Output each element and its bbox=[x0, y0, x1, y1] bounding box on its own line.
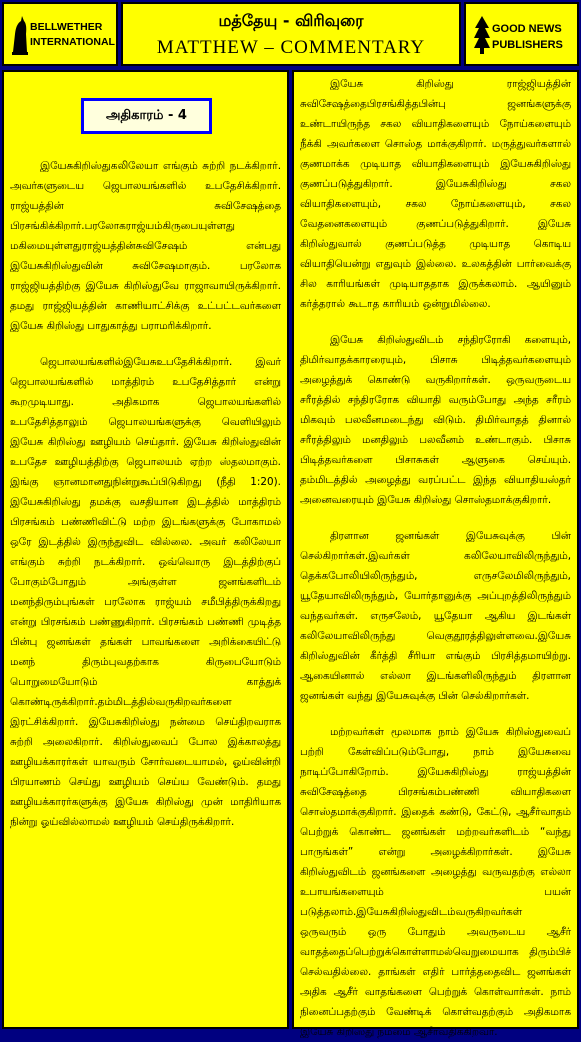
bellwether-logo-line2: INTERNATIONAL bbox=[30, 36, 115, 48]
title-tamil: மத்தேயு - விரிவுரை bbox=[218, 11, 364, 30]
title-english: MATTHEW – COMMENTARY bbox=[156, 37, 426, 58]
tree-logo-icon bbox=[472, 12, 492, 58]
left-paragraph-1: இயேசுகிறிஸ்துகலிலேயா எங்கும் சுற்றி நடக்கிறார். அவர்களுடைய ஜெபாலயங்களில் உபதேசிக்கிறார். ராஜ்யத்தின் சுவிசேஷத்தை பிரசங்கிக்கிறார்.பரலோகராஜ்யம்கிருபையுள்ளது மகிமையுள்ளதுராஜ்யத்தின்சுவிசேஷம் என்பது இயேசுகிறிஸ்துவின் சுவிசேஷமாகும். பரலோக ராஜ்ஜியத்திற்கு இயேசு கிறிஸ்துவே ராஜாவாயிருக்கிறார். தமது ராஜ்ஜியத்தின் காணியாட்சிக்கு உட்பட்டவர்களை இயேசு கிறிஸ்து பாதுகாத்து பராமரிக்கிறார். bbox=[10, 160, 281, 332]
good-news-logo-line1: GOOD NEWS bbox=[492, 23, 562, 35]
bellwether-logo bbox=[10, 12, 114, 58]
good-news-logo-line2: PUBLISHERS bbox=[492, 39, 563, 51]
right-paragraph-2: இயேசு கிறிஸ்துவிடம் சந்திரரோகி களையும், திமிர்வாதக்காரரையும், பிசாசு பிடித்தவர்களையும் அழைத்துக் கொண்டு வருகிறார்கள். ஒருவருடைய சரீரத்தில் சந்திரரோக வியாதி வரும்போது அந்த சரீரம் மிகவும் பலவீனமடைந்து விடும். திமிர்வாதத் தினால் சரீரத்திலும் மனதிலும் பலவீனம் உண்டாகும். பிசாசு பிடித்தவர்களை பிசாசுகள் ஆளுகை செய்யும். தம்மிடத்தில் அழைத்து வரப்பட்ட இந்த வியாதியஸ்தர் அனைவரையும் இயேசு கிறிஸ்து சொஸ்தமாக்குகிறார். bbox=[300, 334, 571, 506]
left-paragraph-2: ஜெபாலயங்களில்இயேசுஉபதேசிக்கிறார். இவர் ஜெபாலயங்களில் மாத்திரம் உபதேசித்தார் என்று கூறமுடியாது. அதிகமாக ஜெபாலயங்களில் உபதேசித்தாலும் ஜெபாலயங்களுக்கு வெளியிலும் இயேசு கிறிஸ்து ஊழியம் செய்தார். இயேசு கிறிஸ்துவின் உபதேச ஊழியத்திற்கு ஜெபாலயம் ஏற்ற ஸ்தலமாகும். இங்கு ஞானமானதுநின்றுகூப்பிடுகிறது (நீதி 1:20). இயேசுகிறிஸ்து தமக்கு வசதியான இடத்தில் மாத்திரம் பிரசங்கம் பண்ணிவிட்டு மற்ற இடங்களுக்கு போகாமல் ஒரே இடத்தில் இருந்துவிட வில்லை. அவர் கலிலேயா எங்கும் சுற்றி நடக்கிறார். ஒவ்வொரு இடத்திற்குப் போகும்போதும் அங்குள்ள ஜனங்களிடம் மனந்திரும்புங்கள் பரலோக ராஜ்யம் சமீபித்திருக்கிறது என்று பிரசங்கம் பண்ணுகிறார். பிரசங்கம் பண்ணி முடித்த பின்பு ஜனங்கள் தங்கள் பாவங்களை அறிக்கையிட்டு மனந் திரும்புவதற்காக கிருபையோடும் பொறுமையோடும் காத்துக் கொண்டிருக்கிறார்.தம்மிடத்தில்வருகிறவர்களை இரட்சிக்கிறார். இயேசுகிறிஸ்து நன்மை செய்திறவராக சுற்றி அலைகிறார். கிறிஸ்துவைப் போல இக்காலத்து ஊழியக்காரர்கள் யாவரும் சோர்வடையாமல், ஓய்வின்றி பிரயாணம் செய்து ஊழியம் செய்ய வேண்டும். தமது ஊழியக்காரர்களுக்கு இயேசு கிறிஸ்து முன் மாதிரியாக நின்று ஓய்வில்லாமல் ஊழியம் செய்திருக்கிறார். bbox=[10, 356, 281, 828]
right-paragraph-4: மற்றவர்கள் மூலமாக நாம் இயேசு கிறிஸ்துவைப் பற்றி கேள்விப்படும்போது, நாம் இயேசுவை நாடிப்போகிறோம். இயேசுகிறிஸ்து ராஜ்யத்தின் சுவிசேஷத்தை பிரசங்கம்பண்ணி வியாதிகளை சொஸ்தமாக்குகிறார். இதைக் கண்டு, கேட்டு, ஆசீர்வாதம் பெற்றுக் கொண்ட ஜனங்கள் மற்றவர்களிடம் “வந்து பாருங்கள்” என்று அழைக்கிறார்கள். இயேசு கிறிஸ்துவிடம் ஜனங்களை அழைத்து வருவதற்கு எல்லா உபாயங்களையும் பயன் படுத்தலாம்.இயேசுகிறிஸ்துவிடம்வருகிறவர்கள் ஒருவரும் ஒரு போதும் அவருடைய ஆசீர் வாதத்தைப்பெற்றுக்கொள்ளாமல்வெறுமையாக திரும்பிச் செல்வதில்லை. தாங்கள் எதிர் பார்த்ததைவிட ஜனங்கள் அதிக ஆசீர் வாதங்களை பெற்றுக் கொள்வார்கள். நாம் நினைப்பதற்கும் வேண்டிக் கொள்வதற்கும் அதிகமாக இயேசு கிறிஸ்து நம்மை ஆசீர்வதிக்கிறவர். bbox=[300, 726, 571, 1038]
chapter-label: அதிகாரம் - 4 bbox=[81, 98, 212, 134]
right-paragraph-1: இயேசு கிறிஸ்து ராஜ்ஜியத்தின் சுவிசேஷத்தைபிரசங்கித்தபின்பு ஜனங்களுக்கு உண்டாயிருந்த சகல வியாதிகளையும் நோய்களையும் நீக்கி அவர்களை சொஸ்த மாக்குகிறார். மருத்துவர்களால் குணமாக்க முடியாத வியாதிகளையும் இயேசுகிறிஸ்து குணப்படுத்துகிறார். இயேசுகிறிஸ்து சகல வியாதிகளையும், சகல நோய்களையும், சகல வேதனைகளையும் குணப்படுத்துகிறார். இயேசு கிறிஸ்துவால் குணப்படுத்த முடியாத கொடிய வியாதியென்று எதுவும் இல்லை. உலகத்தின் பார்வைக்கு சில காரியங்கள் முடியாததாக இருக்கலாம். ஆயினும் கர்த்தரால் கூடாத காரியம் ஒன்றுமில்லை. bbox=[300, 78, 571, 310]
right-column bbox=[292, 70, 579, 1038]
bellwether-logo-box bbox=[2, 2, 118, 66]
bellwether-logo-line1: BELLWETHER bbox=[30, 21, 103, 33]
left-column bbox=[2, 70, 289, 1029]
good-news-logo bbox=[472, 12, 576, 58]
page-header bbox=[2, 2, 579, 66]
title-box bbox=[121, 2, 461, 66]
good-news-logo-box bbox=[464, 2, 579, 66]
right-paragraph-3: திரளான ஜனங்கள் இயேசுவுக்கு பின் செல்கிறார்கள்.இவர்கள் கலிலேயாவிலிருந்தும், தெக்கபோலியிலிருந்தும், எருசலேமிலிருந்தும், யூதேயாவிலிருந்தும், யோர்தானுக்கு அப்புறத்திலிருந்தும் வந்தவர்கள். எருசலேம், யூதேயா ஆகிய இடங்கள் கலிலேயாவிலிருந்து வெகுதூரத்திலுள்ளவை.இயேசு கிறிஸ்துவின் கீர்த்தி சீரியா எங்கும் பிரசித்தமாயிற்று. ஆகையினால் எல்லா இடங்களிலிருந்தும் திரளான ஜனங்கள் வந்து இயேசுவுக்கு பின் செல்கிறார்கள். bbox=[300, 530, 571, 702]
bellwether-sheep-icon bbox=[10, 12, 30, 58]
